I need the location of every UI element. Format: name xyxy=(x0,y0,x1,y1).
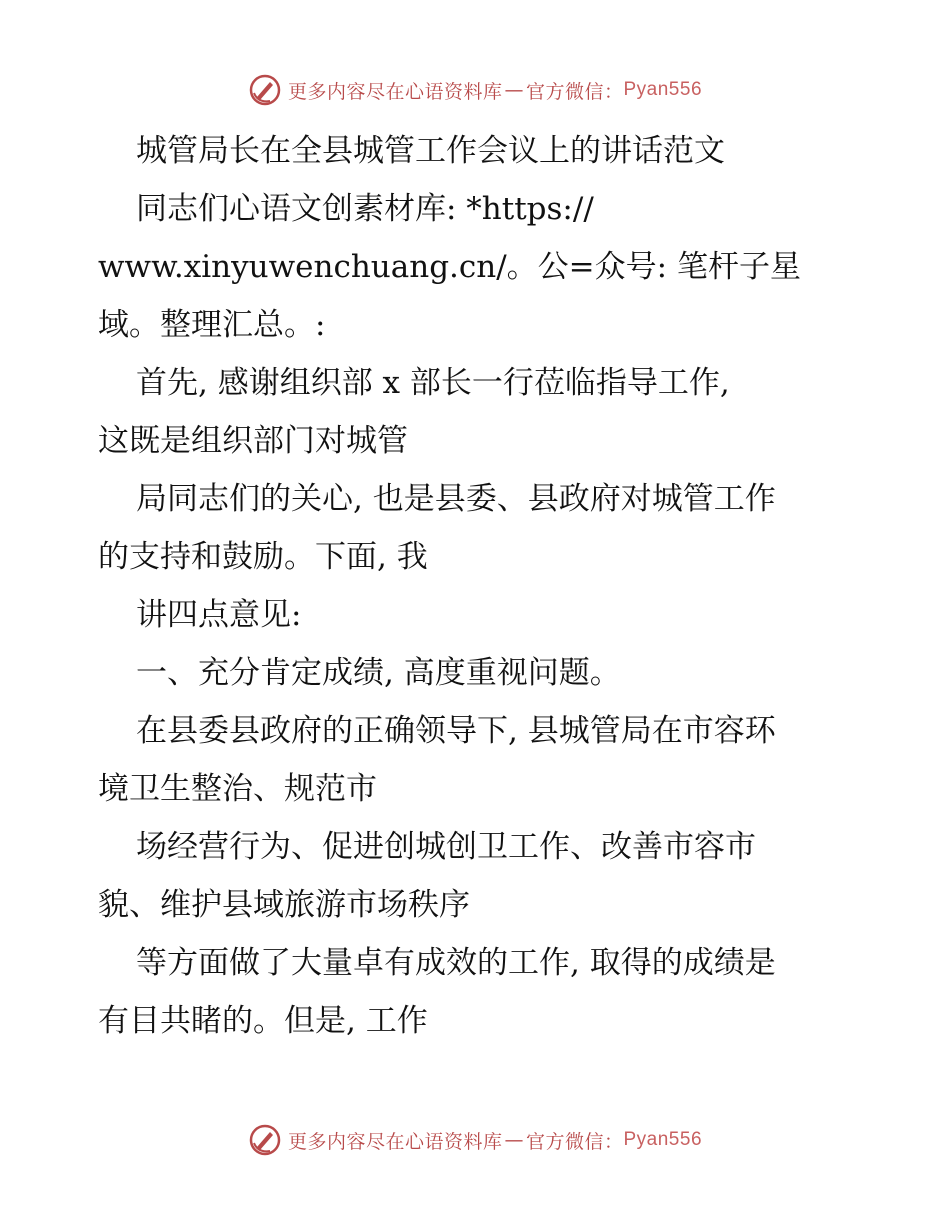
header-wechat-label: 官方微信： xyxy=(525,80,624,103)
document-line: 场经营行为、促进创城创卫工作、改善市容市 xyxy=(136,829,756,865)
footer-wechat-label: 官方微信： xyxy=(525,1130,624,1153)
header-wechat-id: Pyan556 xyxy=(623,79,703,100)
header-separator: — xyxy=(504,79,524,101)
document-body xyxy=(98,122,858,1050)
document-line: 在县委县政府的正确领导下, 县城管局在市容环 xyxy=(136,713,776,749)
footer-watermark-banner xyxy=(0,1120,950,1160)
header-brand-text: 更多内容尽在心语资料库 xyxy=(287,80,503,103)
header-watermark-banner xyxy=(0,70,950,110)
document-line: 讲四点意见: xyxy=(136,597,302,633)
document-line: 同志们心语文创素材库: *https:// xyxy=(136,191,594,227)
document-title: 城管局长在全县城管工作会议上的讲话范文 xyxy=(136,133,725,169)
document-line: 等方面做了大量卓有成效的工作, 取得的成绩是 xyxy=(136,945,776,981)
document-line: www.xinyuwenchuang.cn/。公=众号: 笔杆子星 xyxy=(98,249,801,285)
document-line: 域。整理汇总。: xyxy=(98,307,326,343)
document-line: 首先, 感谢组织部 x 部长一行莅临指导工作, xyxy=(136,365,730,401)
pen-swirl-icon xyxy=(248,73,282,107)
pen-swirl-icon xyxy=(248,1123,282,1157)
document-line: 的支持和鼓励。下面, 我 xyxy=(98,539,428,575)
document-line: 局同志们的关心, 也是县委、县政府对城管工作 xyxy=(136,481,776,517)
footer-separator: — xyxy=(504,1129,524,1151)
document-line: 境卫生整治、规范市 xyxy=(98,771,377,807)
document-line: 有目共睹的。但是, 工作 xyxy=(98,1003,428,1039)
footer-brand-text: 更多内容尽在心语资料库 xyxy=(287,1130,503,1153)
section-heading: 一、充分肯定成绩, 高度重视问题。 xyxy=(136,655,621,691)
document-line: 貌、维护县域旅游市场秩序 xyxy=(98,887,470,923)
footer-wechat-id: Pyan556 xyxy=(623,1129,703,1150)
document-line: 这既是组织部门对城管 xyxy=(98,423,408,459)
